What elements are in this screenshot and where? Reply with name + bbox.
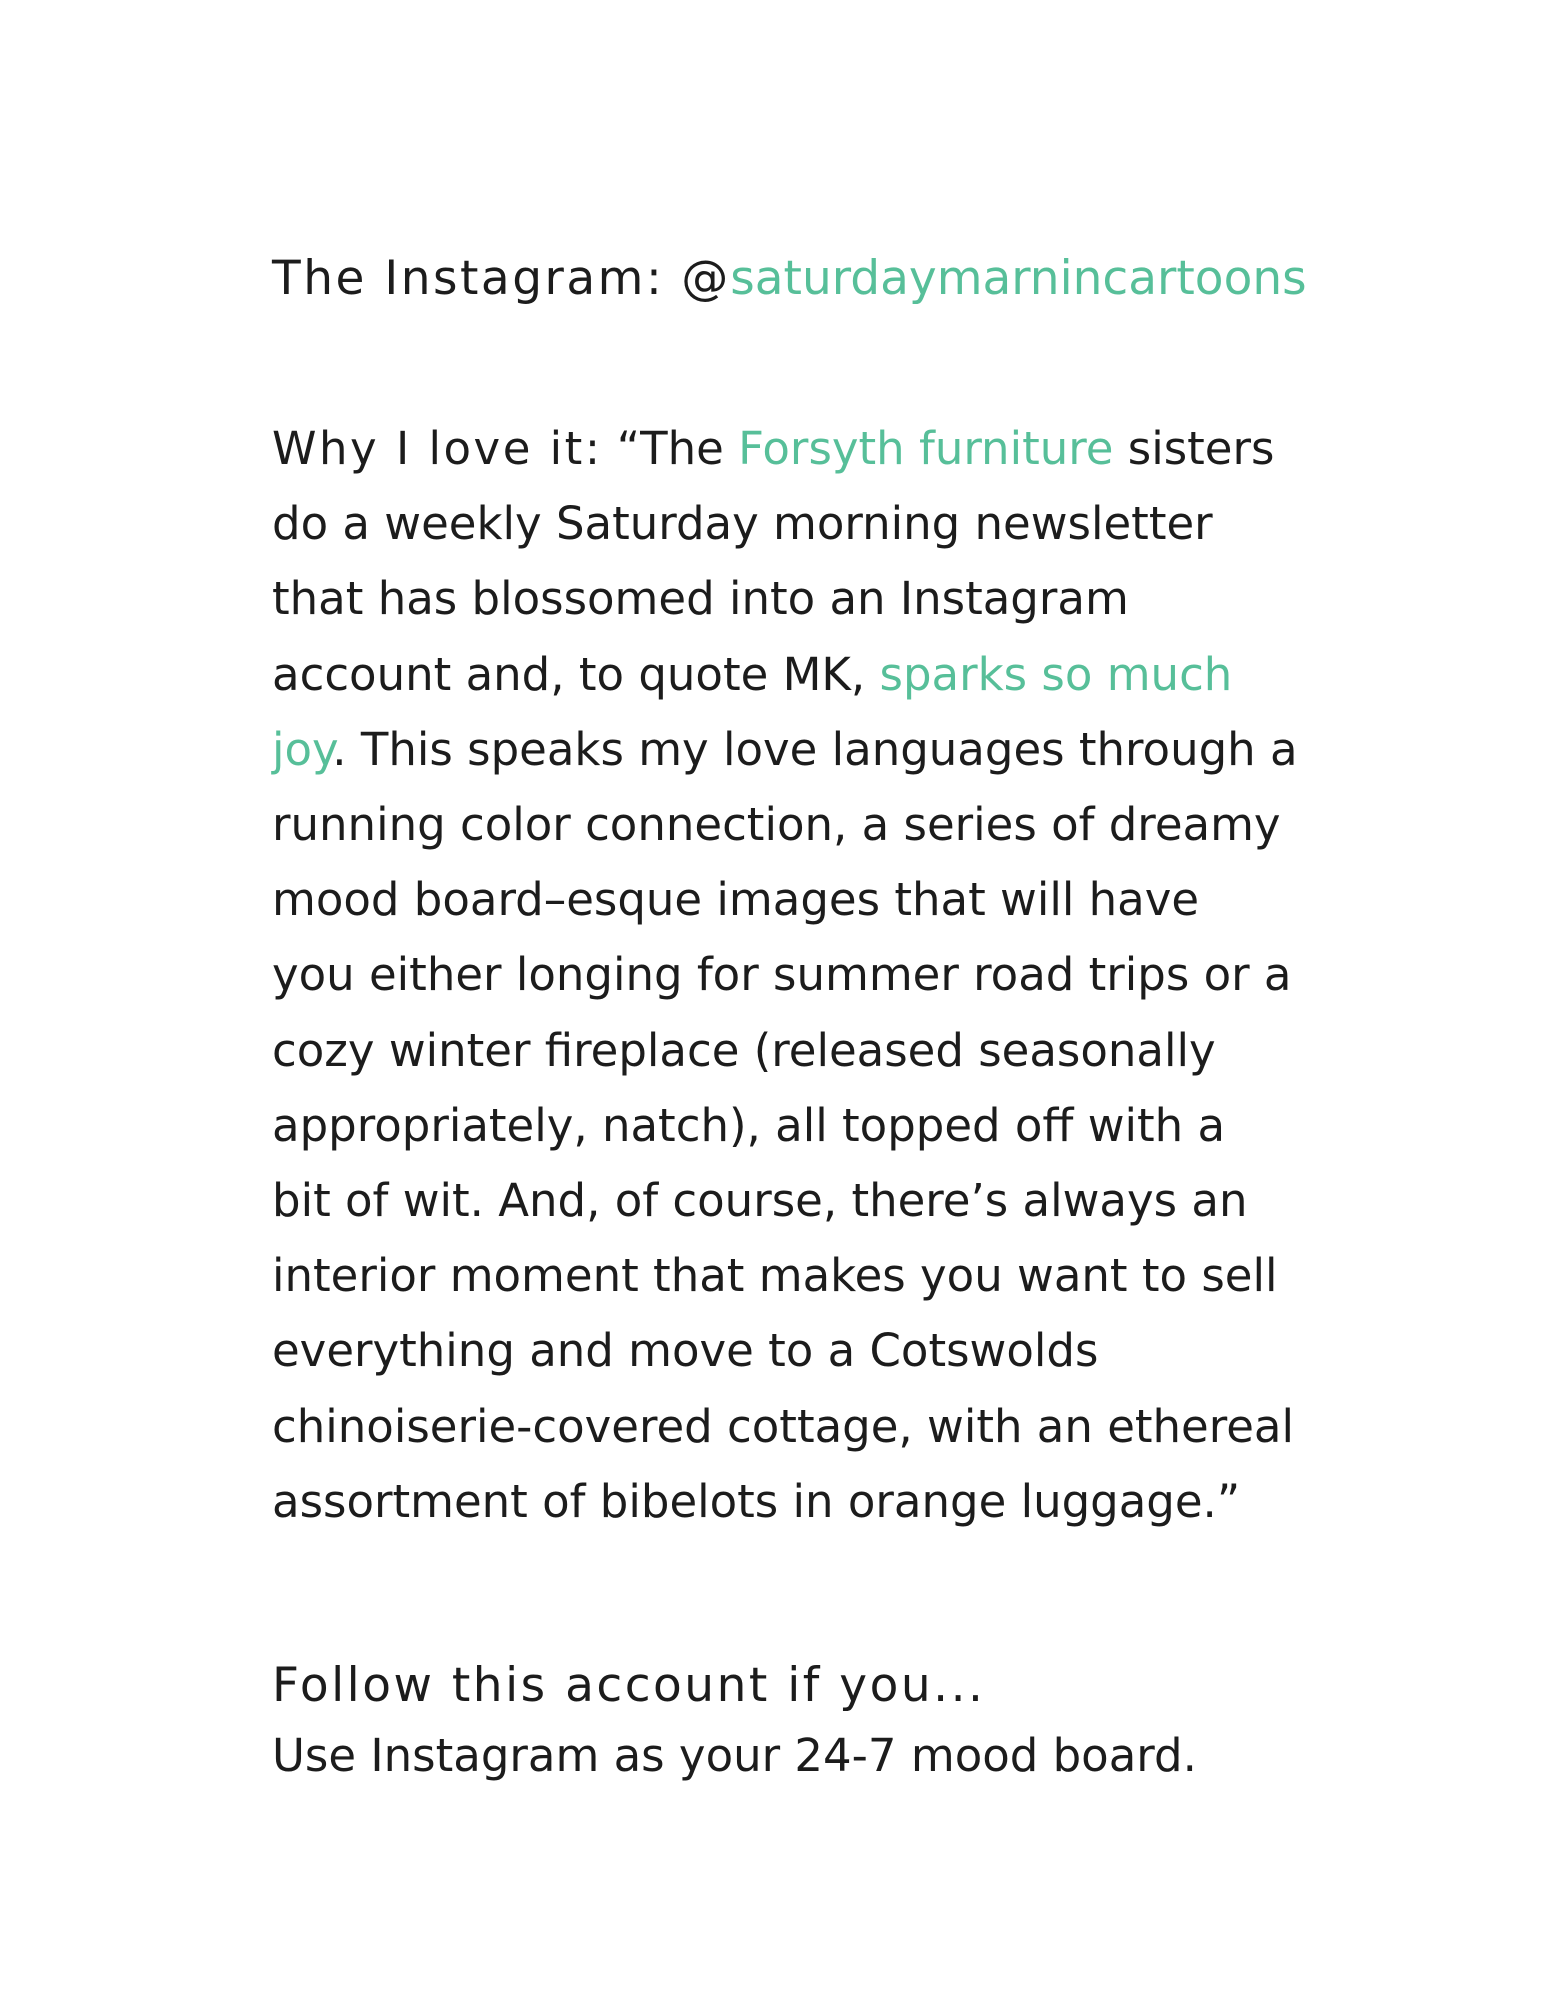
why-line-9: cozy winter fireplace (released seasonally (272, 1023, 1216, 1077)
why-text-sisters: sisters (1113, 422, 1275, 475)
sparks-joy-link-part-2[interactable]: joy (272, 722, 333, 776)
why-line-15: assortment of bibelots in orange luggage.” (272, 1474, 1241, 1528)
why-line-12: interior moment that makes you want to sell (272, 1249, 1278, 1303)
why-line-7: mood board–esque images that will have (272, 873, 1200, 927)
why-line-10: appropriately, natch), all topped off with a (272, 1098, 1226, 1152)
follow-heading (272, 1653, 1332, 1719)
why-line-2: do a weekly Saturday morning newsletter (272, 497, 1213, 551)
why-text-love-languages: . This speaks my love languages through a (332, 722, 1298, 776)
article-body (272, 246, 1332, 1793)
instagram-line (272, 246, 1332, 312)
instagram-handle-link[interactable]: saturdaymarnincartoons (730, 251, 1307, 306)
why-text-open: “The (602, 422, 739, 475)
follow-heading-text: Follow this account if you... (272, 1658, 986, 1714)
instagram-label: The Instagram: (272, 251, 665, 306)
at-sign: @ (681, 251, 731, 306)
why-paragraph (272, 411, 1332, 1539)
follow-answer: Use Instagram as your 24-7 mood board. (272, 1729, 1197, 1783)
sparks-joy-link-part-1[interactable]: sparks so much (879, 647, 1233, 701)
why-line-11: bit of wit. And, of course, there’s always an (272, 1174, 1248, 1228)
why-line-5 (272, 712, 1332, 787)
why-label: Why I love it: (272, 422, 603, 475)
why-text-quote-mk: account and, to quote MK, (272, 647, 880, 701)
why-line-4 (272, 637, 1332, 712)
why-line-13: everything and move to a Cotswolds (272, 1324, 1099, 1378)
why-line-14: chinoiserie-covered cottage, with an ethereal (272, 1399, 1295, 1453)
forsyth-furniture-link[interactable]: Forsyth furniture (738, 422, 1114, 475)
why-line-3: that has blossomed into an Instagram (272, 572, 1129, 626)
why-line-1 (272, 411, 1332, 486)
why-line-8: you either longing for summer road trips or a (272, 948, 1292, 1002)
why-line-6: running color connection, a series of dreamy (272, 798, 1281, 852)
